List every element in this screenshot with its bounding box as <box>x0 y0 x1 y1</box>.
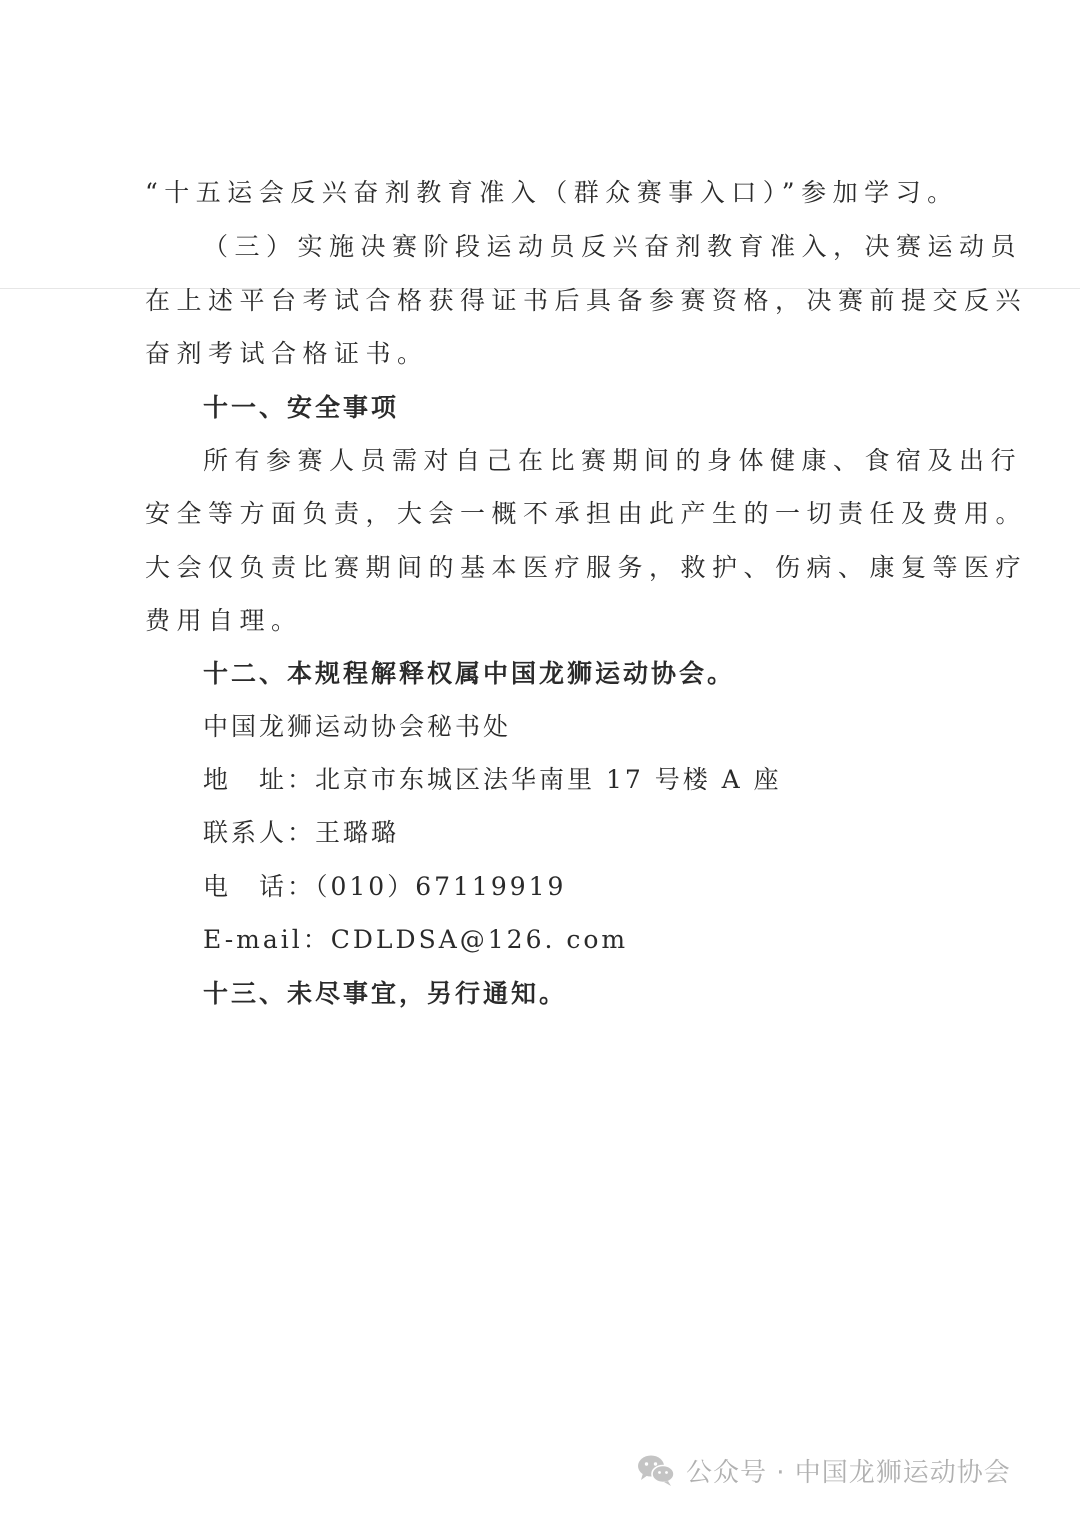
contact-phone: 电 话：（010）67119919 <box>203 872 567 901</box>
wechat-icon <box>636 1453 676 1487</box>
contact-email: E-mail：CDLDSA@126. com <box>203 925 629 954</box>
wechat-watermark <box>636 1450 1011 1490</box>
safety-line-4: 费用自理。 <box>145 606 303 635</box>
section-heading-other-matters: 十三、未尽事宜，另行通知。 <box>203 979 568 1008</box>
paragraph-line-1: “十五运会反兴奋剂教育准入（群众赛事入口）”参加学习。 <box>145 178 959 207</box>
safety-line-2: 安全等方面负责，大会一概不承担由此产生的一切责任及费用。 <box>145 499 1028 528</box>
section-heading-interpretation: 十二、本规程解释权属中国龙狮运动协会。 <box>203 659 736 688</box>
contact-address: 地 址：北京市东城区法华南里 17 号楼 A 座 <box>203 765 782 794</box>
safety-line-3: 大会仅负责比赛期间的基本医疗服务，救护、伤病、康复等医疗 <box>145 553 1028 582</box>
safety-line-1: 所有参赛人员需对自己在比赛期间的身体健康、食宿及出行 <box>203 446 1023 475</box>
contact-organization: 中国龙狮运动协会秘书处 <box>203 712 512 741</box>
paragraph-line-3: 在上述平台考试合格获得证书后具备参赛资格，决赛前提交反兴 <box>145 286 1028 315</box>
paragraph-line-4: 奋剂考试合格证书。 <box>145 339 429 368</box>
watermark-text: 公众号 · 中国龙狮运动协会 <box>686 1457 1011 1488</box>
contact-person: 联系人：王璐璐 <box>203 818 400 847</box>
section-heading-safety: 十一、安全事项 <box>203 393 400 422</box>
paragraph-line-2: （三）实施决赛阶段运动员反兴奋剂教育准入，决赛运动员 <box>203 232 1023 261</box>
